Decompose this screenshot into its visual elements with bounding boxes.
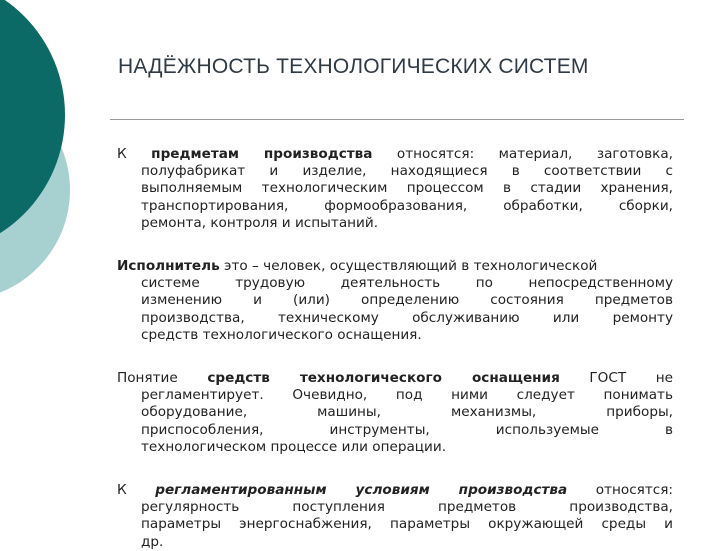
text-line: приспособления, инструменты, используемые в [141,421,673,438]
paragraph-technological-equipment [117,370,673,456]
text-line: выполняемым технологическим процессом в стадии хранения, [141,180,673,197]
title-divider [110,119,684,120]
text-line: ремонта, контроля и испытаний. [141,214,379,231]
text-line: производства, техническому обслуживанию или ремонту [141,309,673,326]
term-bold: Исполнитель [117,258,220,274]
text-run: ГОСТ не [559,370,674,386]
text-line: системе трудовую деятельность по непосредственному [141,275,673,292]
text-line: параметры энергоснабжения, параметры окружающей среды и [141,516,673,533]
text-line [117,258,673,275]
text-line [117,146,673,163]
text-line [117,482,673,499]
text-line: др. [141,533,164,550]
text-line: регламентирует. Очевидно, под ними следует понимать [141,387,673,404]
text-line: изменению и (или) определению состояния предметов [141,292,673,309]
text-line: технологическом процессе или операции. [141,438,447,455]
text-line: транспортирования, формообразования, обработки, сборки, [141,197,673,214]
text-run: Понятие [117,370,208,386]
paragraph-objects-of-production [117,146,673,232]
term-bold-italic: регламентированным условиям производства [155,482,568,498]
text-line: средств технологического оснащения. [141,326,422,343]
paragraph-executor [117,258,673,344]
text-line [117,370,673,387]
text-run: К [117,146,152,162]
text-line: оборудование, машины, механизмы, приборы, [141,404,673,421]
text-line: регулярность поступления предметов производства, [141,499,673,516]
term-bold: предметам производства [151,146,373,162]
term-bold: средств технологического оснащения [207,370,560,386]
text-run: относятся: [567,482,673,498]
text-run: К [117,482,156,498]
paragraph-regulated-conditions [117,482,673,551]
text-line: полуфабрикат и изделие, находящиеся в соответствии с [141,163,673,180]
slide-title: НАДЁЖНОСТЬ ТЕХНОЛОГИЧЕСКИХ СИСТЕМ [118,55,589,78]
text-run: относятся: материал, заготовка, [372,146,673,162]
text-run: это – человек, осуществляющий в технологической [219,258,598,274]
decorative-circles [0,0,120,300]
